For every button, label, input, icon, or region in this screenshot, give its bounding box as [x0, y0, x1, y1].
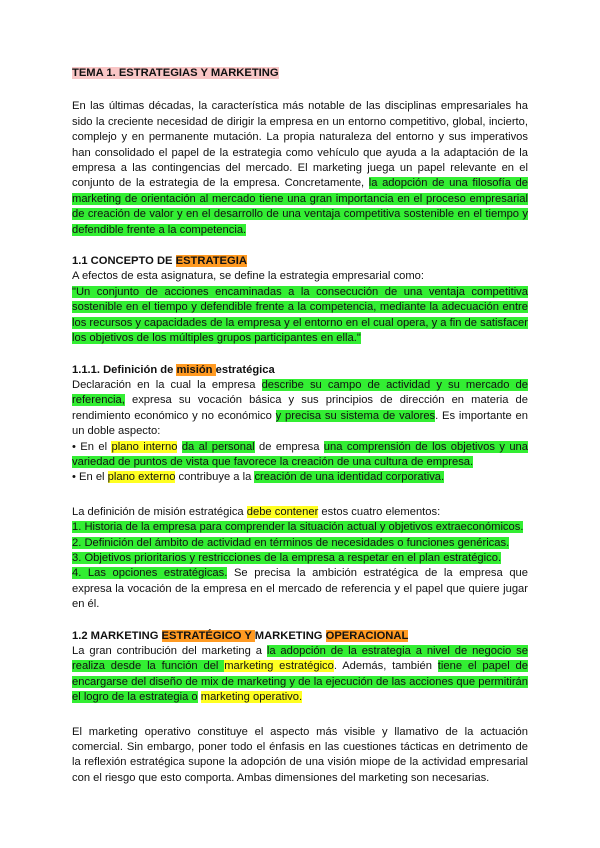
heading-text: 1.2 MARKETING: [72, 629, 162, 642]
quote-highlight: "Un conjunto de acciones encaminadas a la consecución de una ventaja competitiva sostenible en el tiempo y defendible frente a la competencia, mediante la adecuación entre los recursos y capacidades de la empresa y el entorno en el cual opera, y a fin de satisfacer los objetivos de los múltiples grupos participantes en ella.": [72, 285, 528, 345]
highlight: la adopción de la estrategia a nivel de negocio se realiza desde la función del: [72, 645, 528, 673]
heading-highlight: OPERACIONAL: [325, 629, 409, 642]
list-item-text: 4. Las opciones estratégicas.: [72, 567, 228, 580]
strategy-definition-quote: [72, 285, 528, 347]
text: . Además, también: [333, 660, 438, 673]
document-page: [72, 66, 528, 786]
text: expresa su vocación básica y sus principios de dirección en materia de rendimiento económico y no económico: [72, 394, 528, 422]
list-item: [72, 536, 528, 551]
list-item: [72, 566, 528, 612]
list-item: [72, 551, 528, 566]
text: • En el: [72, 471, 108, 484]
heading-text: 1.1.1. Definición de: [72, 363, 177, 376]
highlight-yellow: plano externo: [107, 471, 176, 484]
highlight: da al personal: [181, 440, 255, 453]
list-item-text: 2. Definición del ámbito de actividad en términos de necesidades o funciones genéricas.: [72, 536, 510, 549]
heading-text: MARKETING: [254, 629, 326, 642]
highlight: creación de una identidad corporativa.: [254, 471, 445, 484]
list-item-text: 3. Objetivos prioritarios y restricciones de la empresa a respetar en el plan estratégico.: [72, 551, 502, 564]
heading-text-end: estratégica: [215, 363, 275, 376]
text: estos cuatro elementos:: [318, 505, 441, 518]
intro-highlight: la adopción de una filosofía de marketing de orientación al mercado tiene una gran importancia en el proceso empresarial de creación de valor y en el desarrollo de una ventaja competitiva sostenible en el tiempo y defendible frente a la competencia.: [72, 177, 528, 236]
heading-highlight: ESTRATEGIA: [175, 255, 247, 268]
highlight: y precisa su sistema de valores: [275, 409, 436, 422]
section-1-2-paragraph: [72, 644, 528, 706]
list-item: [72, 520, 528, 535]
text: La definición de misión estratégica: [72, 505, 247, 518]
document-title: [72, 66, 528, 81]
section-1-1-lead: [72, 269, 528, 284]
text: de empresa: [254, 440, 324, 453]
heading-text: 1.1 CONCEPTO DE: [72, 255, 176, 268]
highlight-yellow: marketing operativo.: [200, 691, 303, 704]
highlight: una comprensión de los objetivos y una variedad de puntos de vista que favorece la creación de una cultura de empresa.: [72, 440, 528, 468]
text: contribuye a la: [175, 471, 255, 484]
mission-paragraph: [72, 378, 528, 440]
bullet-internal: [72, 440, 528, 471]
bullet-external: [72, 470, 528, 485]
lead-text: A efectos de esta asignatura, se define la estrategia empresarial como:: [72, 270, 424, 283]
text: La gran contribución del marketing a: [72, 645, 267, 657]
text: Se precisa la ambición estratégica de la empresa que expresa la vocación de la empresa en el mercado de referencia y el papel que quiere jugar en él.: [72, 567, 528, 611]
section-1-2-heading: [72, 629, 528, 644]
heading-highlight: misión: [176, 363, 216, 376]
highlight: tiene el papel de encargarse del diseño de mix de marketing y de la ejecución de las acciones que permitirán el logro de la estrategia o: [72, 660, 529, 704]
text: • En el: [72, 440, 112, 453]
text: . Es importante en un doble aspecto:: [72, 409, 528, 438]
operational-paragraph: [72, 725, 528, 787]
title-text: TEMA 1. ESTRATEGIAS Y MARKETING: [72, 67, 279, 79]
section-1-1-1-heading: [72, 363, 528, 378]
elements-lead: [72, 505, 528, 520]
text: El marketing operativo constituye el aspecto más visible y llamativo de la actuación comercial. Sin embargo, poner todo el énfasis en las cuestiones tácticas en detrimento de la reflexión estratégica supone la adopción de una visión miope de la actividad empresarial con el riesgo que esto comporta. Ambas dimensiones del marketing son necesarias.: [72, 725, 528, 784]
highlight: describe su campo de actividad y su mercado de referencia,: [72, 378, 528, 407]
list-item-text: 1. Historia de la empresa para comprender la situación actual y objetivos extraeconómicos.: [72, 521, 524, 534]
intro-paragraph: [72, 99, 528, 238]
section-1-1-heading: [72, 254, 528, 269]
heading-highlight: ESTRATÉGICO Y: [161, 629, 255, 642]
highlight-yellow: plano interno: [111, 440, 178, 453]
highlight-yellow: debe contener: [246, 505, 319, 518]
intro-text: En las últimas décadas, la característica más notable de las disciplinas empresariales ha sido la creciente necesidad de dirigir la empresa en un entorno competitivo, global, incierto, complejo y en permanente mutación. La propia naturaleza del entorno y sus imperativos han consolidado el papel de la estrategia como vehículo que ayuda a la adaptación de la empresa a las contingencias del mercado. El marketing juega un papel relevante en el conjunto de la estrategia de la empresa. Concretamente,: [72, 100, 528, 190]
highlight-yellow: marketing estratégico: [224, 660, 334, 673]
text: Declaración en la cual la empresa: [72, 378, 262, 391]
